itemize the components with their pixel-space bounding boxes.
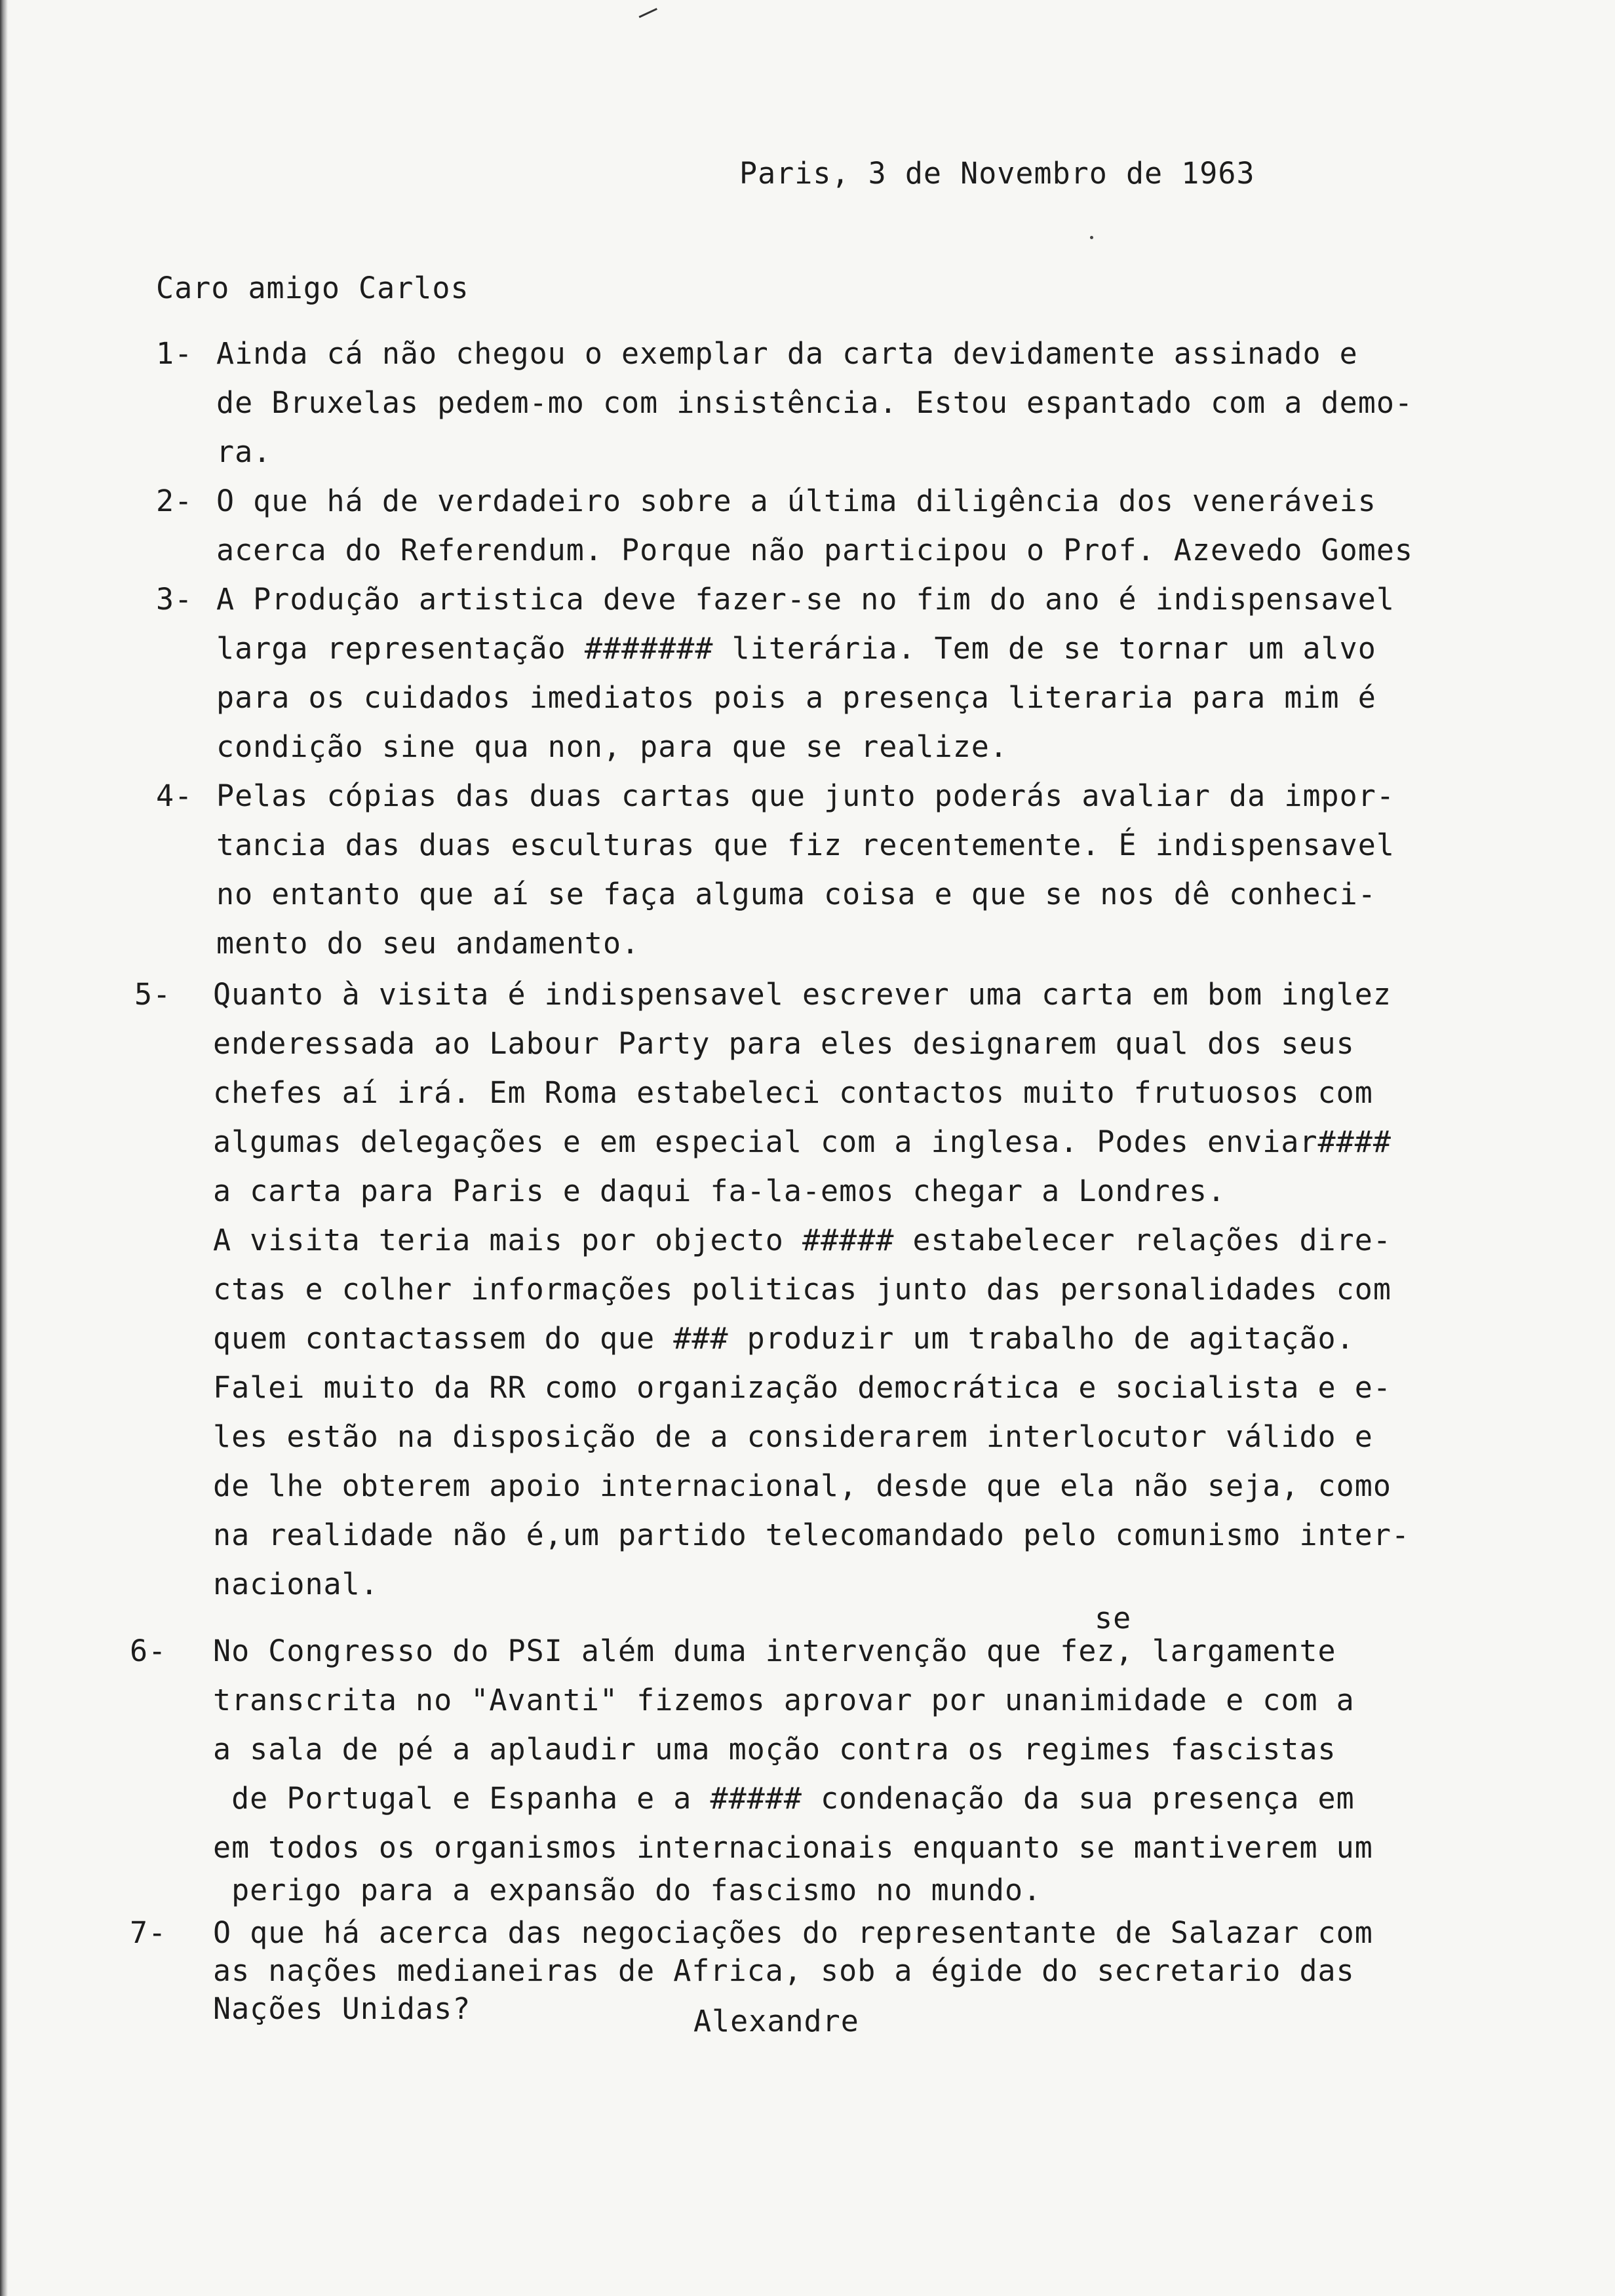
item-number: 6- [130, 1634, 167, 1668]
item-line: larga representação ####### literária. Tem de se tornar um alvo [216, 631, 1376, 666]
item-line: A visita teria mais por objecto ##### estabelecer relações dire- [213, 1223, 1391, 1257]
item-line: chefes aí irá. Em Roma estabeleci contactos muito frutuosos com [213, 1075, 1373, 1110]
item-line: Ainda cá não chegou o exemplar da carta devidamente assinado e [216, 336, 1358, 371]
item-number: 3- [156, 582, 193, 617]
item-line: em todos os organismos internacionais enquanto se mantiverem um [213, 1830, 1373, 1865]
item-line: as nações medianeiras de Africa, sob a égide do secretario das [213, 1953, 1355, 1988]
ink-mark [639, 8, 659, 22]
item-line: na realidade não é,um partido telecomandado pelo comunismo inter- [213, 1518, 1410, 1552]
item-number: 1- [156, 336, 193, 371]
scan-edge-shadow [0, 0, 8, 2296]
item-line: no entanto que aí se faça alguma coisa e que se nos dê conheci- [216, 877, 1376, 911]
dateline: Paris, 3 de Novembro de 1963 [739, 156, 1255, 191]
item-line: mento do seu andamento. [216, 926, 640, 961]
item-line: tancia das duas esculturas que fiz recentemente. É indispensavel [216, 828, 1395, 862]
item-line: No Congresso do PSI além duma intervenção que fez, largamente [213, 1634, 1336, 1668]
item-line: enderessada ao Labour Party para eles designarem qual dos seus [213, 1026, 1355, 1061]
item-line: de Bruxelas pedem-mo com insistência. Estou espantado com a demo- [216, 385, 1413, 420]
item-line: O que há de verdadeiro sobre a última diligência dos veneráveis [216, 484, 1376, 518]
item-line: a carta para Paris e daqui fa-la-emos chegar a Londres. [213, 1174, 1226, 1208]
item-line: O que há acerca das negociações do representante de Salazar com [213, 1915, 1373, 1950]
item-line: Quanto à visita é indispensavel escrever uma carta em bom inglez [213, 977, 1391, 1012]
item-line: acerca do Referendum. Porque não participou o Prof. Azevedo Gomes [216, 533, 1413, 567]
item-line: quem contactassem do que ### produzir um trabalho de agitação. [213, 1321, 1355, 1356]
item-line: les estão na disposição de a considerarem interlocutor válido e [213, 1419, 1373, 1454]
item-line: Nações Unidas? [213, 1991, 471, 2026]
item-line: de lhe obterem apoio internacional, desde que ela não seja, como [213, 1468, 1391, 1503]
item-line: condição sine qua non, para que se realize. [216, 729, 1008, 764]
ink-dot [1090, 236, 1093, 239]
item-line: a sala de pé a aplaudir uma moção contra os regimes fascistas [213, 1732, 1336, 1767]
item-number: 5- [134, 977, 172, 1012]
item-number: 7- [130, 1915, 167, 1950]
item-line: perigo para a expansão do fascismo no mundo. [213, 1873, 1042, 1907]
item-line: A Produção artistica deve fazer-se no fim do ano é indispensavel [216, 582, 1395, 617]
item-number: 2- [156, 484, 193, 518]
interlinear-insertion: se [1095, 1601, 1132, 1636]
item-line: Pelas cópias das duas cartas que junto poderás avaliar da impor- [216, 778, 1395, 813]
item-line: ra. [216, 434, 272, 469]
item-line: para os cuidados imediatos pois a presença literaria para mim é [216, 680, 1376, 715]
salutation: Caro amigo Carlos [156, 271, 469, 305]
item-line: ctas e colher informações politicas junto das personalidades com [213, 1272, 1391, 1307]
item-line: algumas delegações e em especial com a inglesa. Podes enviar#### [213, 1124, 1391, 1159]
item-line: Falei muito da RR como organização democrática e socialista e e- [213, 1370, 1391, 1405]
item-line: transcrita no "Avanti" fizemos aprovar por unanimidade e com a [213, 1683, 1355, 1717]
item-line: nacional. [213, 1567, 379, 1601]
item-line: de Portugal e Espanha e a ##### condenação da sua presença em [213, 1781, 1355, 1816]
signature: Alexandre [693, 2004, 859, 2038]
item-number: 4- [156, 778, 193, 813]
